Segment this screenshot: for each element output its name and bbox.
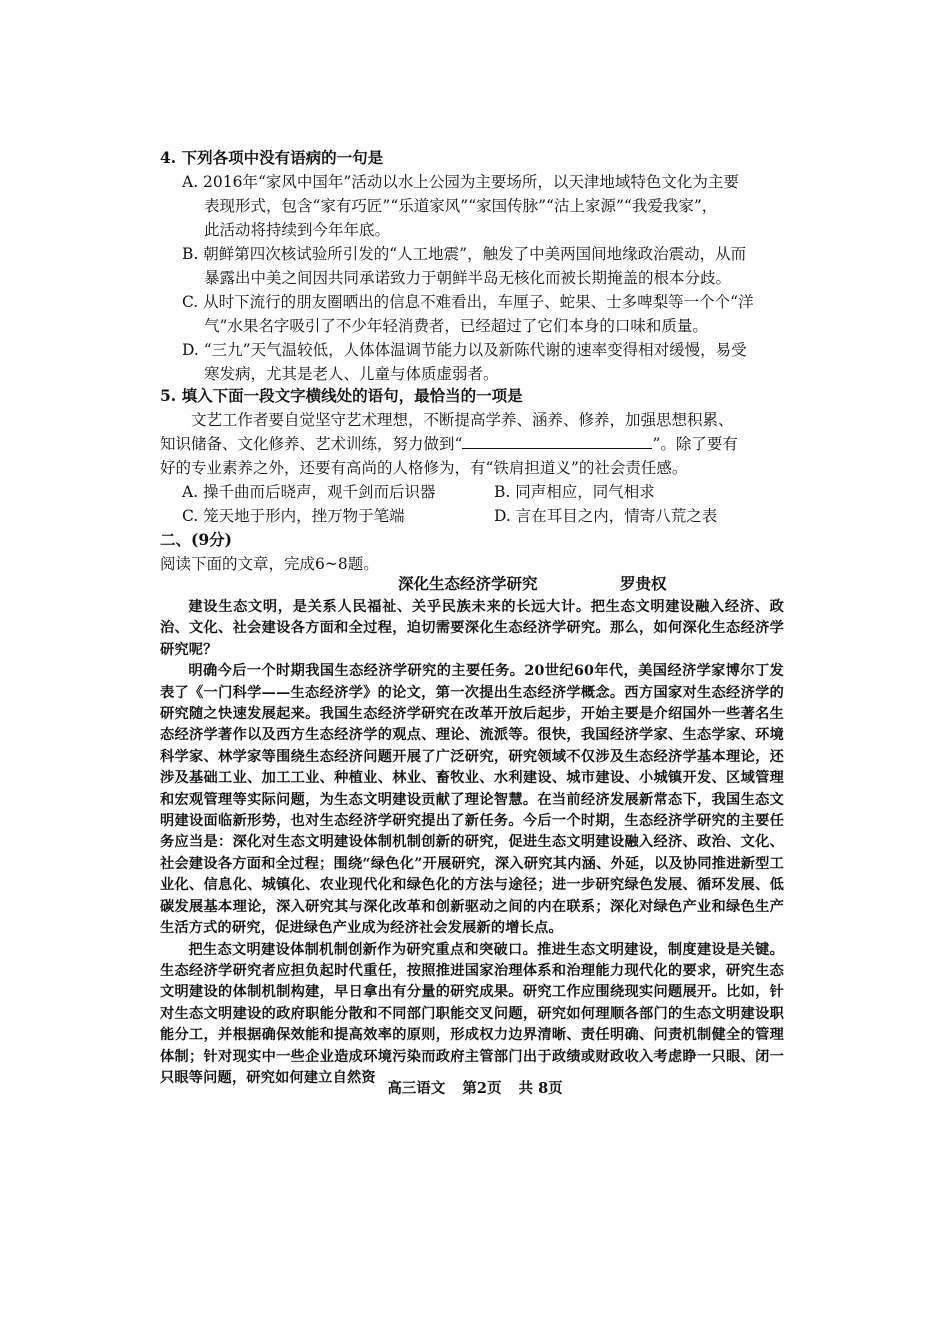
option-4a-line1: A. 2016年“家风中国年”活动以水上公园为主要场所，以天津地域特色文化为主要: [182, 173, 739, 191]
article-author: 罗贵权: [620, 574, 667, 593]
question-5-passage-line2: [160, 432, 800, 456]
passage-line2-after-blank: ”。除了要有: [652, 435, 738, 453]
option-4d-line2: 寒发病，尤其是老人、儿童与体质虚弱者。: [204, 365, 499, 383]
section-heading: 二、(9分): [160, 530, 232, 549]
page-footer: [0, 1077, 950, 1098]
option-4b: [182, 242, 800, 290]
option-4b-line1: B. 朝鲜第四次核试验所引发的“人工地震”，触发了中美两国间地缘政治震动，从而: [182, 245, 747, 263]
article-paragraph-2: 明确今后一个时期我国生态经济学研究的主要任务。20世纪60年代，美国经济学家博尔丁发表了《一门科学——生态经济学》的论文，第一次提出生态经济学概念。西方国家对生态经济学的研究随之快速发展起来。我国生态经济学研究在改革开放后起步，开始主要是介绍国外一些著名生态经济学著作以及西方生态经济学的观点、理论、流派等。很快，我国经济学家、生态学家、环境科学家、林学家等围绕生态经济问题开展了广泛研究，研究领域不仅涉及生态经济学基本理论，还涉及基础工业、加工工业、种植业、林业、畜牧业、水利建设、城市建设、小城镇开发、区域管理和宏观管理等实际问题，为生态文明建设贡献了理论智慧。在当前经济发展新常态下，我国生态文明建设面临新形势，也对生态经济学研究提出了新任务。今后一个时期，生态经济学研究的主要任务应当是：深化对生态文明建设体制机制创新的研究，促进生态文明建设融入经济、政治、文化、社会建设各方面和全过程；围绕“绿色化”开展研究，深入研究其内涵、外延，以及协同推进新型工业化、信息化、城镇化、农业现代化和绿色化的方法与途径；进一步研究绿色发展、循环发展、低碳发展基本理论，深入研究其与深化改革和创新驱动之间的内在联系；深化对绿色产业和绿色生产生活方式的研究，促进绿色产业成为经济社会发展新的增长点。: [160, 663, 784, 937]
option-4d: [182, 338, 800, 386]
question-5: [160, 384, 800, 528]
option-4a-line3: 此活动将持续到今年年底。: [204, 221, 391, 239]
fill-in-blank: [462, 432, 652, 449]
section-two: [160, 528, 800, 576]
question-4: [160, 146, 800, 386]
article-body: [160, 597, 784, 1089]
footer-page-number: 第2页: [462, 1080, 502, 1097]
section-instruction: 阅读下面的文章，完成6~8题。: [160, 555, 379, 573]
article-paragraph-3: 把生态文明建设体制机制创新作为研究重点和突破口。推进生态文明建设，制度建设是关键。生态经济学研究者应担负起时代重任，按照推进国家治理体系和治理能力现代化的要求，研究生态文明建设的体制机制构建，早日拿出有分量的研究成果。研究工作应围绕现实问题展开。比如，针对生态文明建设的政府职能分散和不同部门职能交叉问题，研究如何理顺各部门的生态文明建设职能分工，并根据确保效能和提高效率的原则，形成权力边界清晰、责任明确、问责机制健全的管理体制；针对现实中一些企业造成环境污染而政府主管部门出于政绩或财政收入考虑睁一只眼、闭一只眼等问题，研究如何建立自然资: [160, 941, 784, 1086]
option-5c: C. 笼天地于形内，挫万物于笔端: [182, 507, 405, 525]
option-4a-line2: 表现形式，包含“家有巧匠”“乐道家风”“家国传脉”“沽上家源”“我爱我家”，: [204, 197, 718, 215]
option-4b-line2: 暴露出中美之间因共同承诺致力于朝鲜半岛无核化而被长期掩盖的根本分歧。: [204, 269, 732, 287]
option-4c: [182, 290, 800, 338]
option-5b: B. 同声相应，同气相求: [494, 483, 655, 501]
footer-subject: 高三语文: [387, 1080, 446, 1097]
question-4-stem: 4. 下列各项中没有语病的一句是: [160, 148, 384, 167]
question-5-passage-line3: 好的专业素养之外，还要有高尚的人格修为，有“铁肩担道义”的社会责任感。: [160, 459, 688, 477]
article-paragraph-1: 建设生态文明，是关系人民福祉、关乎民族未来的长远大计。把生态文明建设融入经济、政治、文化、社会建设各方面和全过程，迫切需要深化生态经济学研究。那么，如何深化生态经济学研究呢？: [160, 599, 784, 658]
footer-total-pages: 共 8页: [518, 1080, 563, 1097]
question-5-stem: 5. 填入下面一段文字横线处的语句，最恰当的一项是: [160, 386, 523, 405]
option-4d-line1: D. “三九”天气温较低，人体体温调节能力以及新陈代谢的速率变得相对缓慢，易受: [182, 341, 747, 359]
question-5-passage-line1: 文艺工作者要自觉坚守艺术理想，不断提高学养、涵养、修养，加强思想积累、: [191, 411, 734, 429]
option-4c-line2: 气”水果名字吸引了不少年轻消费者，已经超过了它们本身的口味和质量。: [204, 317, 708, 335]
article-title: 深化生态经济学研究: [398, 574, 538, 593]
option-5a: A. 操千曲而后晓声，观千剑而后识器: [182, 483, 436, 501]
question-5-choices: [182, 480, 800, 528]
option-4c-line1: C. 从时下流行的朋友圈晒出的信息不难看出，车厘子、蛇果、士多啤梨等一个个“洋: [182, 293, 754, 311]
passage-line2-before-blank: 知识储备、文化修养、艺术训练，努力做到“: [160, 435, 463, 453]
option-4a: [182, 170, 800, 242]
option-5d: D. 言在耳目之内，情寄八荒之表: [494, 507, 718, 525]
